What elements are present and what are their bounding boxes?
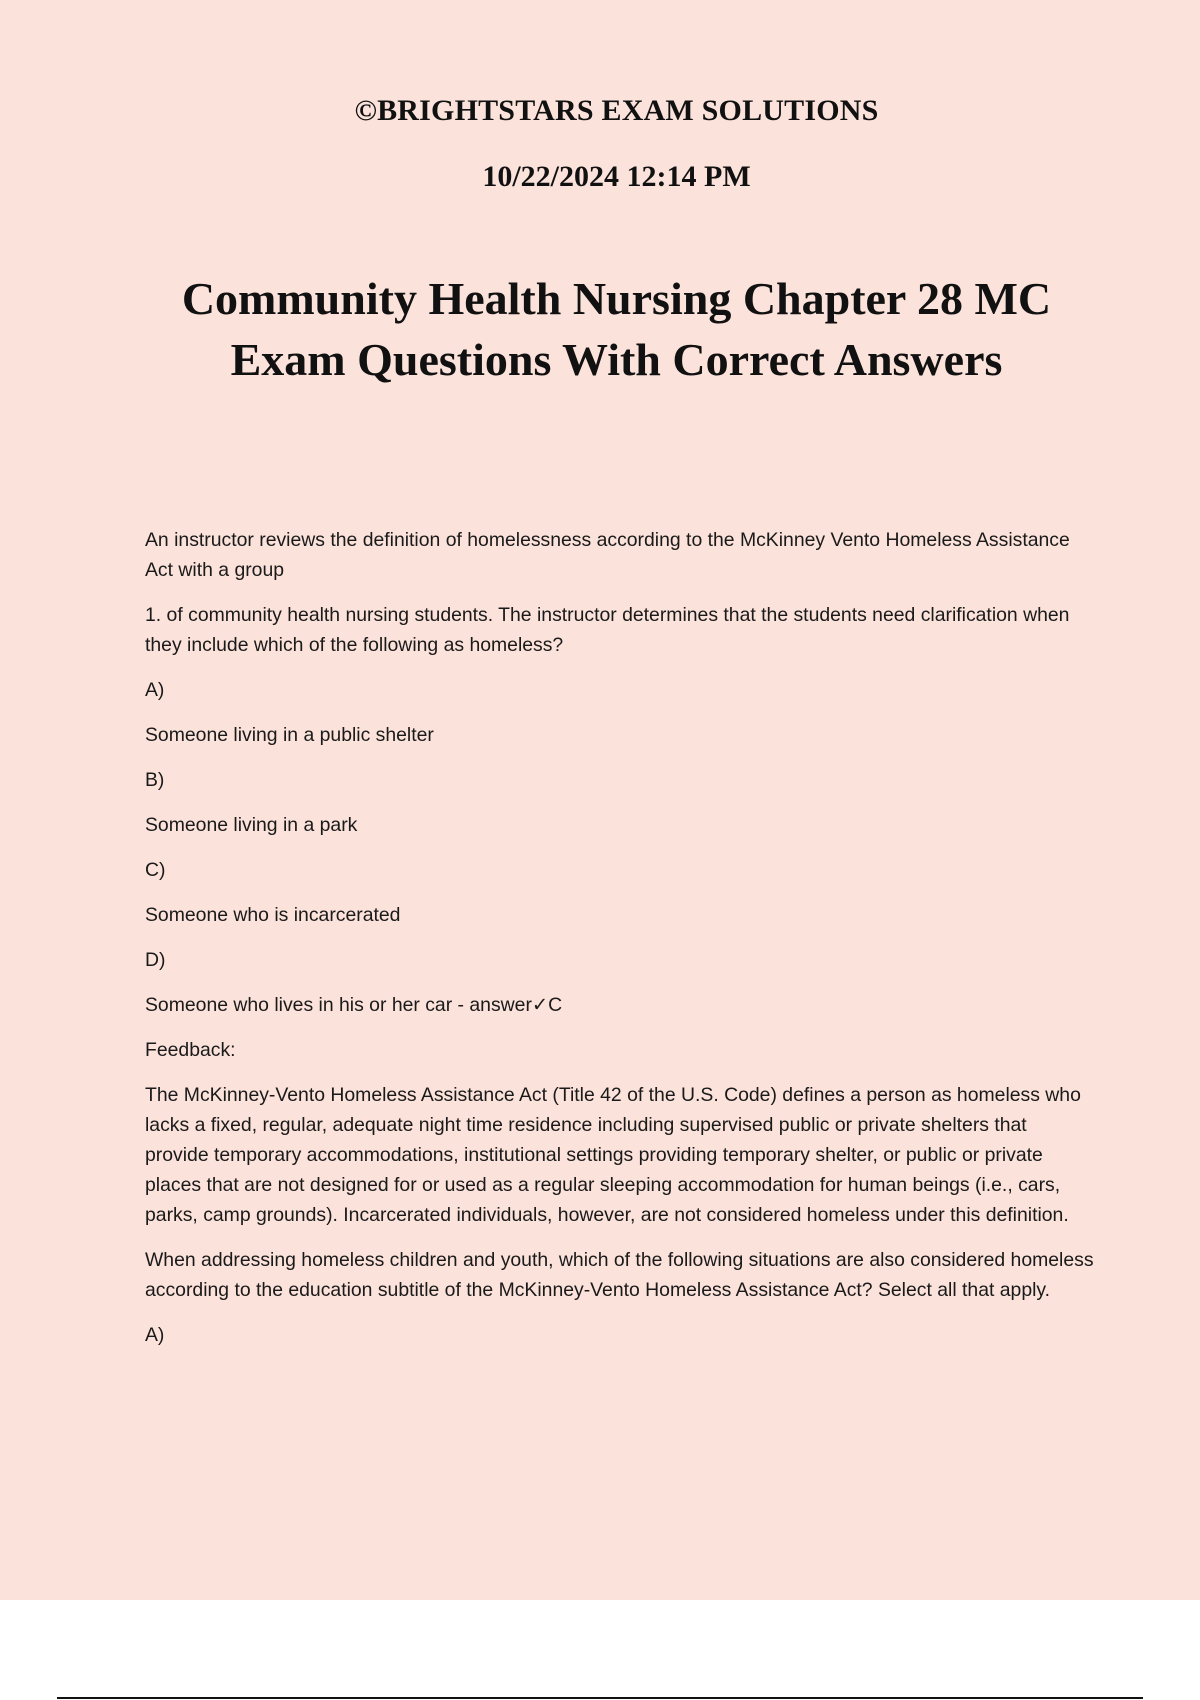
question-1-option-a-text: Someone living in a public shelter [145,724,434,746]
question-1-option-b-letter: B) [145,769,165,791]
question-1-option-d-text: Someone who lives in his or her car - answer✓C [145,994,563,1016]
question-2-option-a-letter: A) [145,1324,165,1346]
feedback-text: The McKinney-Vento Homeless Assistance Act (Title 42 of the U.S. Code) defines a person as homeless who lacks a fixed, regular, adequate night time residence including supervised public or private shelters that provide temporary accommodations, institutional settings providing temporary shelter, or public or private places that are not designed for or used as a regular sleeping accommodation for human beings (i.e., cars, parks, camp grounds). Incarcerated individuals, however, are not considered homeless under this definition. [145,1084,1081,1226]
document-title: Community Health Nursing Chapter 28 MC Exam Questions With Correct Answers [181,273,1052,385]
question-1-option-c-text: Someone who is incarcerated [145,904,401,926]
question-1-option-c-letter: C) [145,859,166,881]
brand-header: ©BRIGHTSTARS EXAM SOLUTIONS [354,94,879,127]
question-1-stem: 1. of community health nursing students. The instructor determines that the students need clarification when they include which of the following as homeless? [145,604,1070,656]
document-body [145,525,1095,1365]
question-1-intro: An instructor reviews the definition of homelessness according to the McKinney Vento Homeless Assistance Act with a group [145,529,1070,581]
question-2-stem: When addressing homeless children and youth, which of the following situations are also considered homeless according to the education subtitle of the McKinney-Vento Homeless Assistance Act? Select all that apply. [145,1249,1094,1301]
page-bottom-divider [57,1697,1143,1699]
question-1-option-b-text: Someone living in a park [145,814,358,836]
feedback-label: Feedback: [145,1039,236,1061]
question-1-option-a-letter: A) [145,679,165,701]
question-1-option-d-letter: D) [145,949,166,971]
header-datetime: 10/22/2024 12:14 PM [482,160,751,193]
